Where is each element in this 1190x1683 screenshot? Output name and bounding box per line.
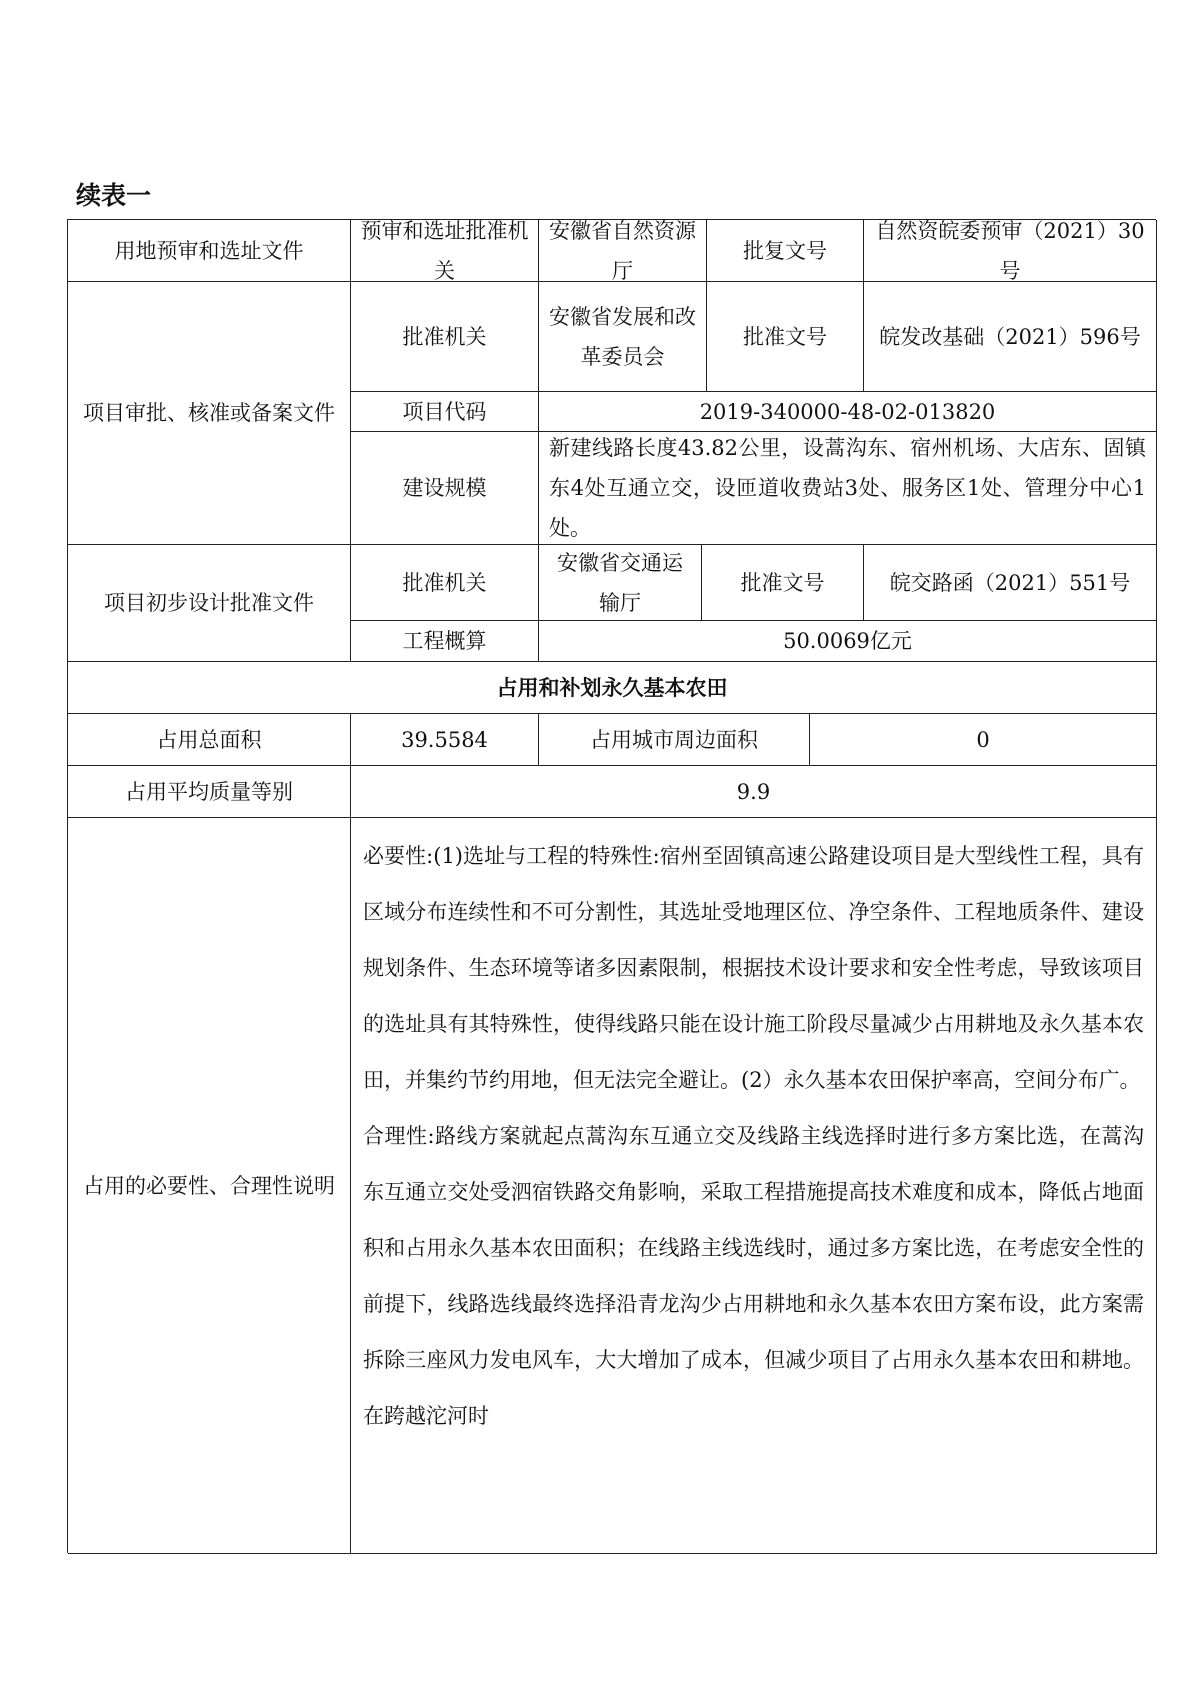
- project-authority: 安徽省发展和改革委员会: [539, 282, 707, 392]
- farmland-section-header: 占用和补划永久基本农田: [68, 662, 1157, 714]
- necessity-label: 占用的必要性、合理性说明: [68, 818, 351, 1554]
- project-code: 2019-340000-48-02-013820: [539, 392, 1157, 432]
- urban-area-label: 占用城市周边面积: [539, 714, 810, 766]
- total-area-label: 占用总面积: [68, 714, 351, 766]
- design-doc-no: 皖交路函（2021）551号: [864, 545, 1157, 621]
- design-doc-label: 项目初步设计批准文件: [68, 545, 351, 662]
- land-doc-no-label: 批复文号: [707, 220, 864, 282]
- design-authority-label: 批准机关: [351, 545, 539, 621]
- project-doc-label: 项目审批、核准或备案文件: [68, 282, 351, 545]
- necessity-text: [351, 818, 1157, 1554]
- quality-grade-label: 占用平均质量等别: [68, 766, 351, 818]
- rationality-paragraph: 合理性:路线方案就起点蒿沟东互通立交及线路主线选择时进行多方案比选，在蒿沟东互通立交处受泗宿铁路交角影响，采取工程措施提高技术难度和成本，降低占地面积和占用永久基本农田面积；在线路主线选线时，通过多方案比选，在考虑安全性的前提下，线路选线最终选择沿青龙沟少占用耕地和永久基本农田方案布设，此方案需拆除三座风力发电风车，大大增加了成本，但减少项目了占用永久基本农田和耕地。在跨越沱河时: [363, 1124, 1144, 1428]
- project-code-label: 项目代码: [351, 392, 539, 432]
- necessity-paragraph: 必要性:(1)选址与工程的特殊性:宿州至固镇高速公路建设项目是大型线性工程，具有区域分布连续性和不可分割性，其选址受地理区位、净空条件、工程地质条件、建设规划条件、生态环境等诸多因素限制，根据技术设计要求和安全性考虑，导致该项目的选址具有其特殊性，使得线路只能在设计施工阶段尽量减少占用耕地及永久基本农田，并集约节约用地，但无法完全避让。(2）永久基本农田保护率高，空间分布广。: [363, 844, 1144, 1092]
- design-authority: 安徽省交通运输厅: [539, 545, 702, 621]
- project-scale-label: 建设规模: [351, 432, 539, 545]
- project-authority-label: 批准机关: [351, 282, 539, 392]
- design-doc-no-label: 批准文号: [702, 545, 864, 621]
- budget-label: 工程概算: [351, 621, 539, 662]
- project-doc-no: 皖发改基础（2021）596号: [864, 282, 1157, 392]
- land-doc-label: 用地预审和选址文件: [68, 220, 351, 282]
- total-area-value: 39.5584: [351, 714, 539, 766]
- project-scale: 新建线路长度43.82公里，设蒿沟东、宿州机场、大店东、固镇东4处互通立交，设匝道收费站3处、服务区1处、管理分中心1处。: [539, 432, 1157, 545]
- land-doc-no: 自然资皖委预审（2021）30号: [864, 220, 1157, 282]
- quality-grade-value: 9.9: [351, 766, 1157, 818]
- budget-value: 50.0069亿元: [539, 621, 1157, 662]
- project-doc-no-label: 批准文号: [707, 282, 864, 392]
- urban-area-value: 0: [810, 714, 1157, 766]
- land-authority: 安徽省自然资源厅: [539, 220, 707, 282]
- page-heading: 续表一: [76, 181, 152, 210]
- approval-table: [67, 219, 1156, 1553]
- land-authority-label: 预审和选址批准机关: [351, 220, 539, 282]
